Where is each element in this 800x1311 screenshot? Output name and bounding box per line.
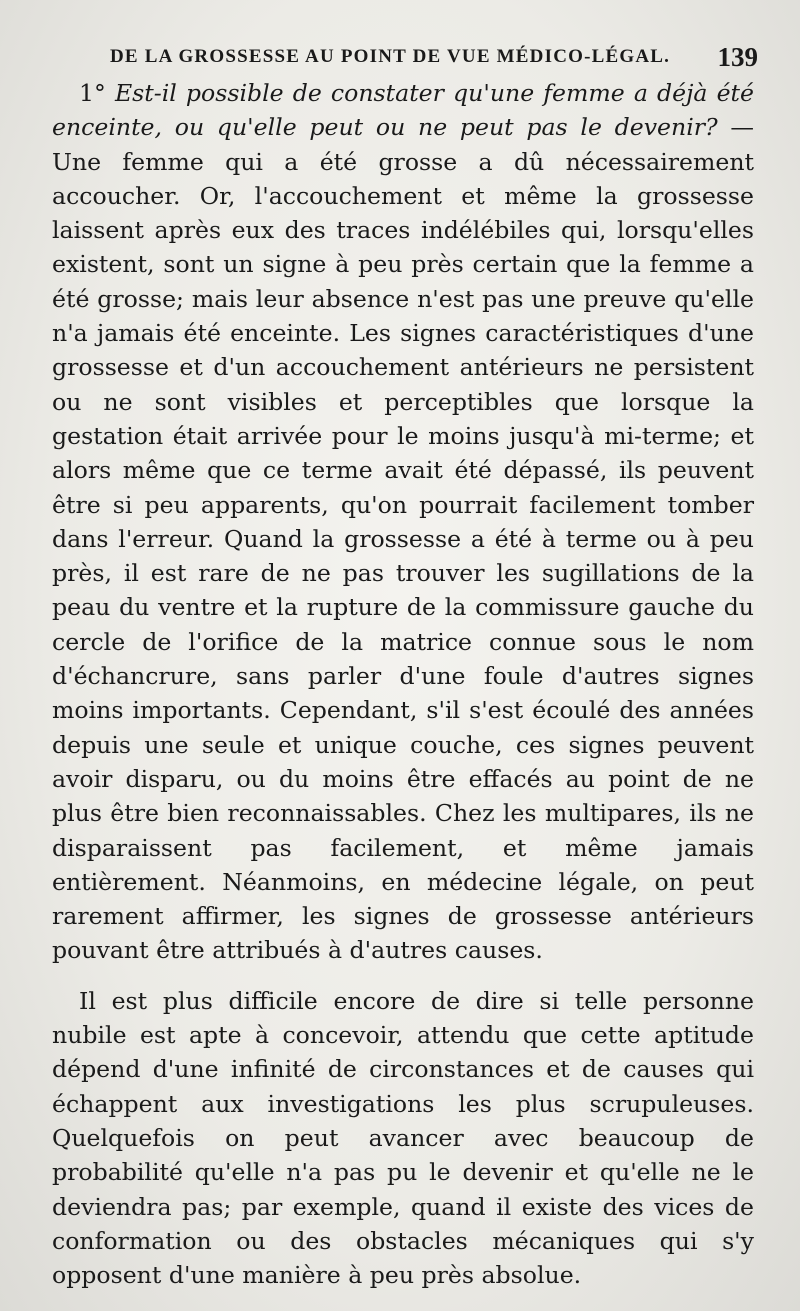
page-body bbox=[52, 76, 754, 1292]
question-heading: Est-il possible de constater qu'une femme a déjà été enceinte, ou qu'elle peut ou ne peut pas le devenir? bbox=[52, 79, 754, 142]
paragraph-text: Une femme qui a été grosse a dû nécessairement accoucher. Or, l'accouchement et même la grossesse laissent après eux des traces indélébiles qui, lorsqu'elles existent, sont un signe à peu près certain que la femme a été grosse; mais leur absence n'est pas une preuve qu'elle n'a jamais été enceinte. Les signes caractéristiques d'une grossesse et d'un accouchement antérieurs ne persistent ou ne sont visibles et perceptibles que lorsque la gestation était arrivée pour le moins jusqu'à mi-terme; et alors même que ce terme avait été dépassé, ils peuvent être si peu apparents, qu'on pourrait facilement tomber dans l'erreur. Quand la grossesse a été à terme ou à peu près, il est rare de ne pas trouver les sugillations de la peau du ventre et la rupture de la commissure gauche du cercle de l'orifice de la matrice connue sous le nom d'échancrure, sans parler d'une foule d'autres signes moins importants. Cependant, s'il s'est écoulé des années depuis une seule et unique couche, ces signes peuvent avoir disparu, ou du moins être effacés au point de ne plus être bien reconnaissables. Chez les multipares, ils ne disparaissent pas facilement, et même jamais entièrement. Néanmoins, en médecine légale, on peut rarement affirmer, les signes de grossesse antérieurs pouvant être attribués à d'autres causes. bbox=[52, 147, 754, 965]
paragraph-question-1 bbox=[52, 76, 754, 968]
page-header bbox=[110, 42, 758, 76]
paragraph-text: Il est plus difficile encore de dire si telle personne nubile est apte à concevoir, attendu que cette aptitude dépend d'une infinité de circonstances et de causes qui échappent aux investigations les plus scrupuleuses. Quelquefois on peut avancer avec beaucoup de probabilité qu'elle n'a pas pu le devenir et qu'elle ne le deviendra pas; par exemple, quand il existe des vices de conformation ou des obstacles mécaniques qui s'y opposent d'une manière à peu près absolue. bbox=[52, 986, 754, 1290]
page-number: 139 bbox=[717, 42, 758, 72]
paragraph-aptitude bbox=[52, 984, 754, 1293]
running-title: DE LA GROSSESSE AU POINT DE VUE MÉDICO-LÉGAL. bbox=[110, 46, 671, 67]
question-dash: — bbox=[717, 113, 754, 142]
question-number: 1° bbox=[79, 79, 106, 107]
